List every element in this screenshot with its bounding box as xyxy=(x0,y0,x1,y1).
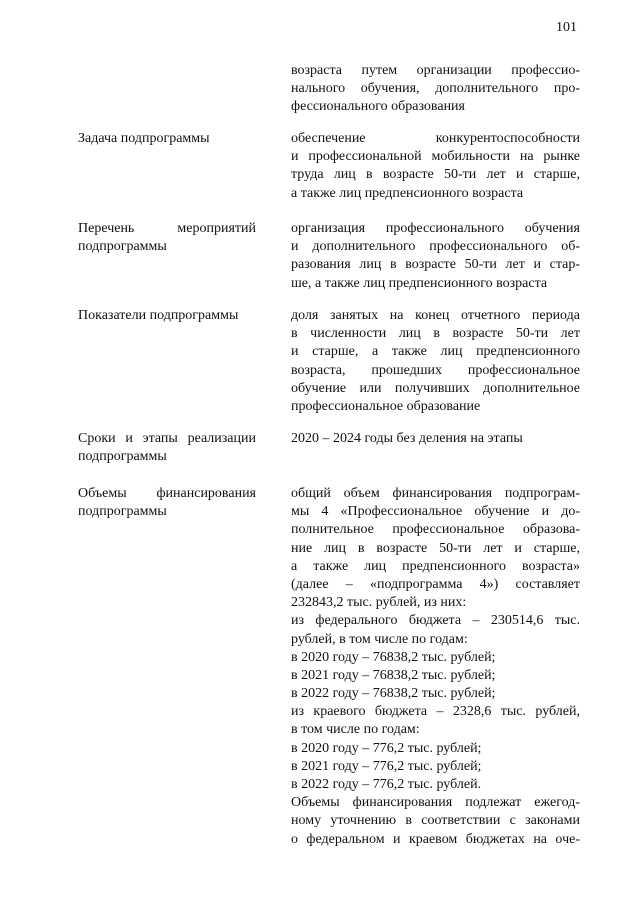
text-line: и старше, а также лиц предпенсионного xyxy=(291,344,580,360)
text-line: а также лиц предпенсионного возраста xyxy=(291,185,524,201)
text-line: 2020 – 2024 годы без деления на этапы xyxy=(291,431,523,446)
text-line: в 2022 году – 76838,2 тыс. рублей; xyxy=(291,686,496,702)
text-line: рублей, в том числе по годам: xyxy=(291,631,468,647)
text-line: Объемы финансирования подлежат ежегод- xyxy=(291,795,580,811)
text-line: в 2020 году – 776,2 тыс. рублей; xyxy=(291,740,482,756)
text-line: в 2021 году – 776,2 тыс. рублей; xyxy=(291,758,482,774)
continuation-text xyxy=(291,62,580,117)
text-line: в 2021 году – 76838,2 тыс. рублей; xyxy=(291,667,496,683)
text-line: и дополнительного профессионального об- xyxy=(291,239,580,255)
row-label xyxy=(78,307,256,325)
text-line: из краевого бюджета – 2328,6 тыс. рублей, xyxy=(291,704,580,720)
row-value xyxy=(291,307,580,416)
label-line: подпрограммы xyxy=(78,504,167,520)
label-line: Задача подпрограммы xyxy=(78,131,210,146)
row-value xyxy=(291,130,580,203)
text-line: ние лиц в возрасте 50-ти лет и старше, xyxy=(291,540,580,556)
label-line: Сроки и этапы реализации xyxy=(78,431,256,446)
text-line: труда лиц в возрасте 50-ти лет и старше, xyxy=(291,167,580,183)
text-line: в том числе по годам: xyxy=(291,722,420,738)
text-line: в 2020 году – 76838,2 тыс. рублей; xyxy=(291,649,496,665)
label-line: подпрограммы xyxy=(78,449,167,465)
text-line: разования лиц в возрасте 50-ти лет и стар- xyxy=(291,257,580,273)
text-line: фессионального образования xyxy=(291,99,465,115)
text-line: полнительное профессиональное образова- xyxy=(291,522,580,538)
text-line: а также лиц предпенсионного возраста» xyxy=(291,558,580,574)
text-line: обучение или получивших дополнительное xyxy=(291,380,580,396)
text-line: о федеральном и краевом бюджетах на оче- xyxy=(291,831,580,847)
text-line: профессиональное образование xyxy=(291,398,481,414)
text-line: доля занятых на конец отчетного периода xyxy=(291,308,580,323)
row-value xyxy=(291,485,580,849)
page-number: 101 xyxy=(556,20,577,35)
row-value xyxy=(291,220,580,293)
row-label xyxy=(78,485,256,521)
text-line: ному уточнению в соответствии с законами xyxy=(291,813,580,829)
text-line: возраста путем организации профессио- xyxy=(291,63,580,78)
row-label xyxy=(78,430,256,466)
label-line: Перечень мероприятий xyxy=(78,221,256,236)
text-line: ше, а также лиц предпенсионного возраста xyxy=(291,275,548,291)
row-value xyxy=(291,430,580,448)
text-line: из федерального бюджета – 230514,6 тыс. xyxy=(291,613,580,629)
text-line: возраста, прошедших профессиональное xyxy=(291,362,580,378)
label-line: Объемы финансирования xyxy=(78,486,256,501)
text-line: в 2022 году – 776,2 тыс. рублей. xyxy=(291,777,482,792)
label-line: Показатели подпрограммы xyxy=(78,308,239,323)
row-label xyxy=(78,130,256,148)
text-line: обеспечение конкурентоспособности xyxy=(291,131,580,146)
row-label xyxy=(78,220,256,256)
text-line: нального обучения, дополнительного про- xyxy=(291,81,580,97)
text-line: организация профессионального обучения xyxy=(291,221,580,236)
label-line: подпрограммы xyxy=(78,239,167,255)
text-line: и профессиональной мобильности на рынке xyxy=(291,149,580,165)
text-line: в численности лиц в возрасте 50-ти лет xyxy=(291,326,580,342)
text-line: (далее – «подпрограмма 4») составляет xyxy=(291,576,580,592)
text-line: общий объем финансирования подпрограм- xyxy=(291,486,580,501)
text-line: мы 4 «Профессиональное обучение и до- xyxy=(291,504,580,520)
text-line: 232843,2 тыс. рублей, из них: xyxy=(291,595,467,611)
